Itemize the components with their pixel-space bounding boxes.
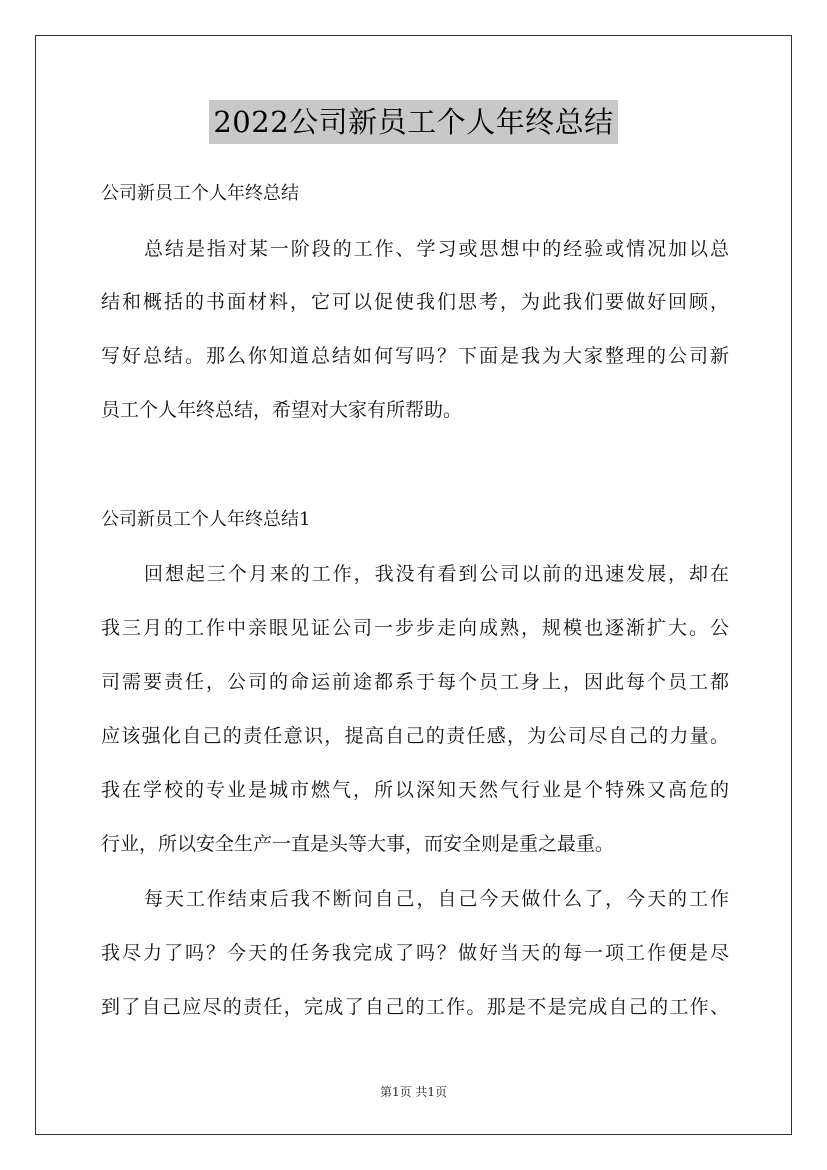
document-title: 2022公司新员工个人年终总结 bbox=[209, 100, 617, 144]
paragraph-line: 回想起三个月来的工作，我没有看到公司以前的迅速发展，却在 bbox=[144, 563, 729, 585]
paragraph-line: 到了自己应尽的责任，完成了自己的工作。那是不是完成自己的工作、 bbox=[101, 996, 729, 1018]
intro-line: 结和概括的书面材料，它可以促使我们思考，为此我们要做好回顾， bbox=[101, 291, 729, 313]
section1-heading: 公司新员工个人年终总结1 bbox=[101, 509, 311, 530]
intro-line: 总结是指对某一阶段的工作、学习或思想中的经验或情况加以总 bbox=[144, 238, 729, 260]
paragraph-line: 我在学校的专业是城市燃气，所以深知天然气行业是个特殊又高危的 bbox=[101, 779, 729, 801]
intro-line: 员工个人年终总结，希望对大家有所帮助。 bbox=[101, 399, 463, 421]
page-footer: 第1页 共1页 bbox=[379, 1085, 448, 1099]
paragraph-line: 每天工作结束后我不断问自己，自己今天做什么了，今天的工作 bbox=[144, 888, 729, 910]
paragraph-line: 我三月的工作中亲眼见证公司一步步走向成熟，规模也逐渐扩大。公 bbox=[101, 617, 729, 639]
paragraph-line: 应该强化自己的责任意识，提高自己的责任感，为公司尽自己的力量。 bbox=[101, 725, 729, 747]
title-container bbox=[0, 100, 827, 144]
paragraph-line: 司需要责任，公司的命运前途都系于每个员工身上，因此每个员工都 bbox=[101, 671, 729, 693]
intro-line: 写好总结。那么你知道总结如何写吗？下面是我为大家整理的公司新 bbox=[101, 345, 729, 367]
intro-heading: 公司新员工个人年终总结 bbox=[101, 183, 299, 204]
paragraph-line: 我尽力了吗？今天的任务我完成了吗？做好当天的每一项工作便是尽 bbox=[101, 942, 729, 964]
paragraph-line: 行业，所以安全生产一直是头等大事，而安全则是重之最重。 bbox=[101, 833, 615, 855]
